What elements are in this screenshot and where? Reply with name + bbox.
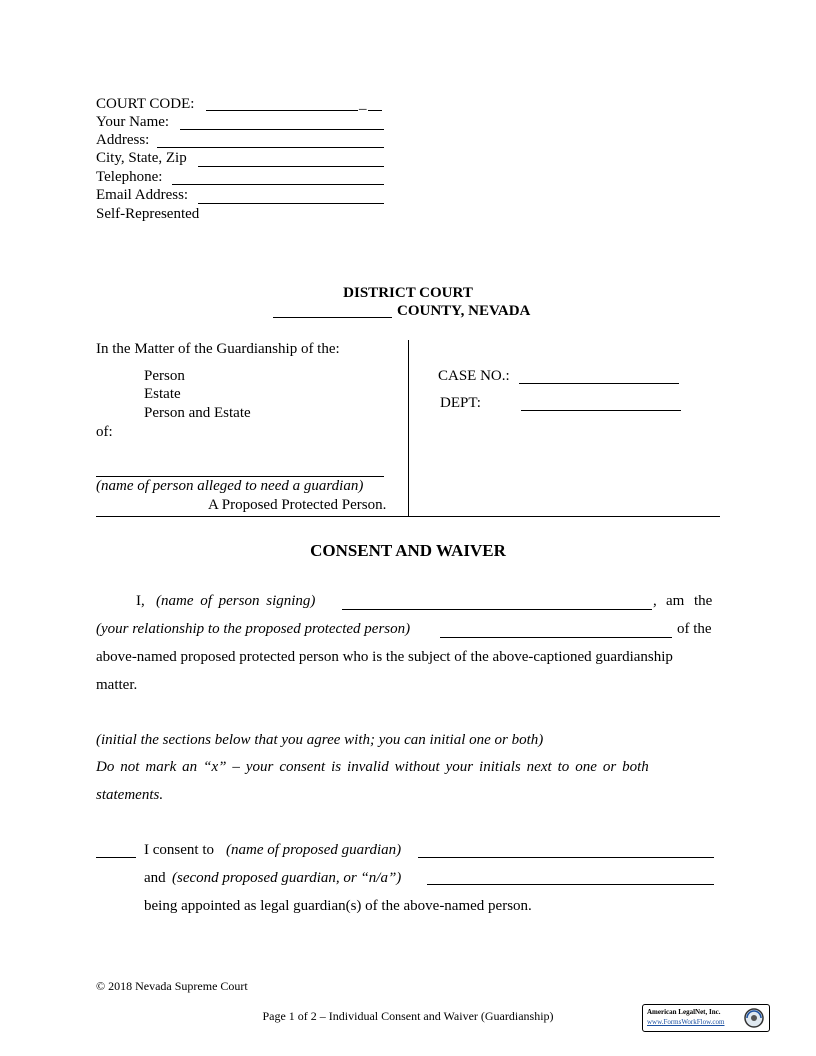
legalnet-logo (642, 1004, 770, 1032)
initials-line[interactable] (96, 857, 136, 858)
email-line[interactable] (198, 203, 384, 204)
case-no-line[interactable] (519, 383, 679, 384)
protected-person-name-line[interactable] (96, 476, 384, 477)
proposed-guardian-hint: (name of proposed guardian) (226, 842, 402, 858)
para-am: am (666, 593, 685, 609)
second-guardian-hint: (second proposed guardian, or “n/a”) (172, 870, 402, 886)
second-guardian-line[interactable] (427, 884, 714, 885)
option-person-and-estate: Person and Estate (144, 405, 251, 421)
signer-name-hint: (name of person signing) (156, 593, 316, 609)
and-label: and (144, 870, 166, 886)
matter-label: In the Matter of the Guardianship of the: (96, 341, 340, 357)
para-i: I, (136, 593, 145, 609)
telephone-label: Telephone: (96, 169, 163, 185)
signer-name-line[interactable] (342, 609, 652, 610)
instructions-line-1: (initial the sections below that you agree with; you can initial one or both) (96, 732, 544, 748)
address-line[interactable] (157, 147, 384, 148)
para-comma: , (653, 593, 657, 609)
court-code-line-2[interactable] (368, 110, 382, 111)
option-person: Person (144, 368, 185, 384)
your-name-label: Your Name: (96, 114, 170, 130)
address-label: Address: (96, 132, 150, 148)
logo-company: American LegalNet, Inc. (647, 1008, 721, 1016)
instructions-line-2: Do not mark an “x” – your consent is invalid without your initials next to one or both (96, 759, 649, 775)
para-line-4: matter. (96, 677, 138, 693)
email-label: Email Address: (96, 187, 189, 203)
court-code-line[interactable] (206, 110, 358, 111)
proposed-guardian-line[interactable] (418, 857, 714, 858)
court-code-label: COURT CODE: (96, 96, 195, 112)
i-consent-to-label: I consent to (144, 842, 214, 858)
your-name-line[interactable] (180, 129, 384, 130)
para-the: the (694, 593, 713, 609)
county-label: COUNTY, NEVADA (397, 303, 531, 319)
instructions-line-3: statements. (96, 787, 164, 803)
caption-divider-horizontal (96, 516, 720, 517)
copyright: © 2018 Nevada Supreme Court (96, 979, 248, 993)
of-label: of: (96, 424, 113, 440)
city-state-zip-line[interactable] (198, 166, 384, 167)
city-state-zip-label: City, State, Zip (96, 150, 187, 166)
proposed-protected-person-label: A Proposed Protected Person. (208, 497, 387, 513)
logo-globe-icon (743, 1007, 765, 1029)
case-no-label: CASE NO.: (438, 368, 510, 384)
logo-url: www.FormsWorkFlow.com (647, 1018, 725, 1026)
dept-line[interactable] (521, 410, 681, 411)
dept-label: DEPT: (440, 395, 481, 411)
option-estate: Estate (144, 386, 181, 402)
para-of-the: of the (677, 621, 712, 637)
protected-person-name-hint: (name of person alleged to need a guardian) (96, 478, 364, 494)
appointed-label: being appointed as legal guardian(s) of the above-named person. (144, 898, 532, 914)
relationship-line[interactable] (440, 637, 672, 638)
self-represented-label: Self-Represented (96, 206, 200, 222)
telephone-line[interactable] (172, 184, 384, 185)
relationship-hint: (your relationship to the proposed protected person) (96, 621, 411, 637)
caption-divider-vertical (408, 340, 409, 516)
document-title: CONSENT AND WAIVER (310, 541, 506, 560)
para-line-3: above-named proposed protected person who is the subject of the above-captioned guardianship (96, 649, 673, 665)
page-footer: Page 1 of 2 – Individual Consent and Waiver (Guardianship) (262, 1009, 554, 1023)
county-line[interactable] (273, 317, 392, 318)
court-title: DISTRICT COURT (343, 285, 473, 301)
court-code-suffix: _ (359, 96, 367, 112)
